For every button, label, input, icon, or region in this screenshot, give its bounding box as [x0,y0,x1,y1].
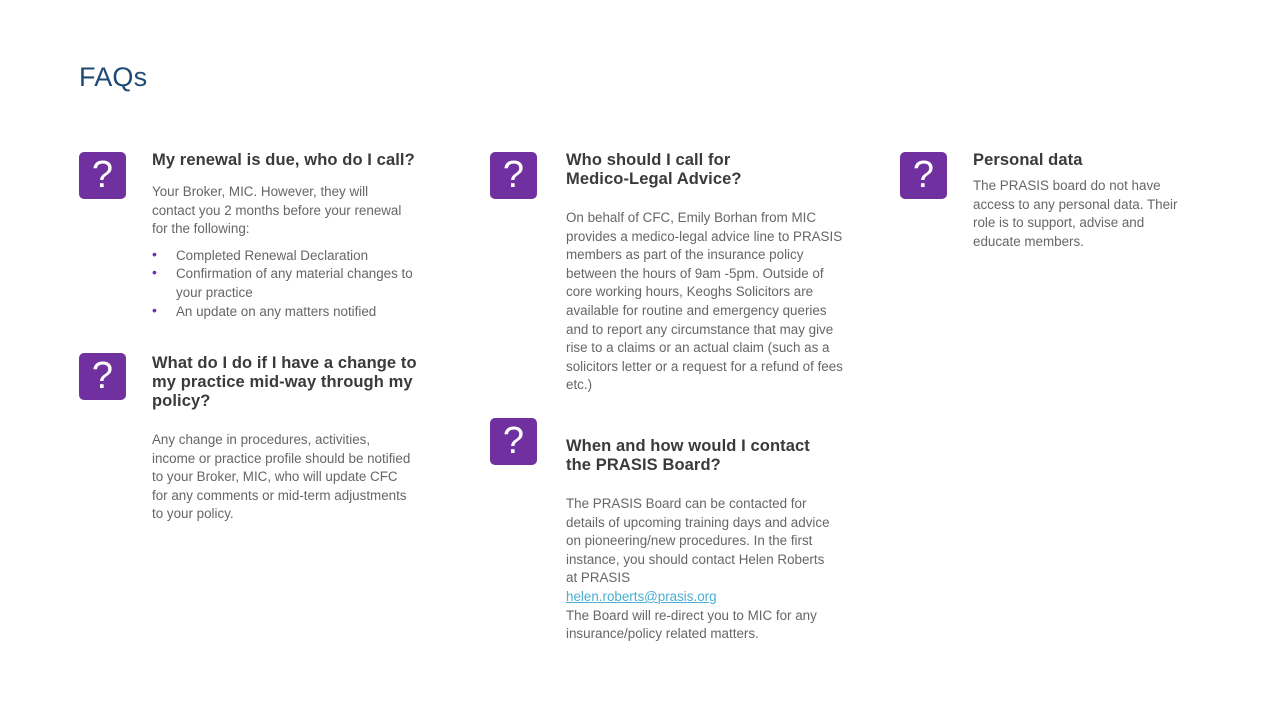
faq-answer [566,209,844,395]
faq-answer-part2: The Board will re-direct you to MIC for any insurance/policy related matters. [566,607,817,642]
faq-question: Who should I call for Medico-Legal Advice? [566,151,742,188]
faq-question: When and how would I contact the PRASIS Board? [566,437,810,474]
question-mark-icon: ? [490,418,537,465]
question-mark-icon: ? [900,152,947,199]
list-item: • Completed Renewal Declaration [152,247,414,266]
list-item: • An update on any matters notified [152,303,414,322]
page-title: FAQs [79,62,148,92]
faq-answer-text: Any change in procedures, activities, income or practice profile should be notified to your Broker, MIC, who will update CFC for any comments or mid-term adjustments to your policy. [152,432,411,522]
faq-question: Personal data [973,151,1083,169]
faq-answer [152,431,414,524]
bullet-list [152,247,414,321]
faq-answer-text: Your Broker, MIC. However, they will contact you 2 months before your renewal for the following: [152,184,402,237]
question-mark-icon: ? [79,353,126,400]
faq-answer-part1: The PRASIS Board can be contacted for details of upcoming training days and advice on pioneering/new procedures. In the first instance, you should contact Helen Roberts at PRASIS [566,496,830,586]
faq-answer-text: The PRASIS board do not have access to any personal data. Their role is to support, advise and educate members. [973,178,1178,249]
faq-answer-text: On behalf of CFC, Emily Borhan from MIC provides a medico-legal advice line to PRASIS members as part of the insurance policy between the hours of 9am -5pm. Outside of core working hours, Keoghs Solicitors are available for routine and emergency queries and to report any circumstance that may give rise to a claims or an actual claim (such as a solicitors letter or a request for a refund of fees etc.) [566,210,843,393]
question-mark-icon: ? [490,152,537,199]
faq-question: My renewal is due, who do I call? [152,151,415,169]
faq-answer [973,177,1183,251]
faq-question: What do I do if I have a change to my practice mid-way through my policy? [152,354,417,410]
question-mark-icon: ? [79,152,126,199]
list-item: • Confirmation of any material changes to your practice [152,265,414,302]
faq-answer-text [566,495,838,644]
faq-answer [152,183,414,321]
email-link[interactable]: helen.roberts@prasis.org [566,588,717,604]
faq-answer [566,495,838,644]
